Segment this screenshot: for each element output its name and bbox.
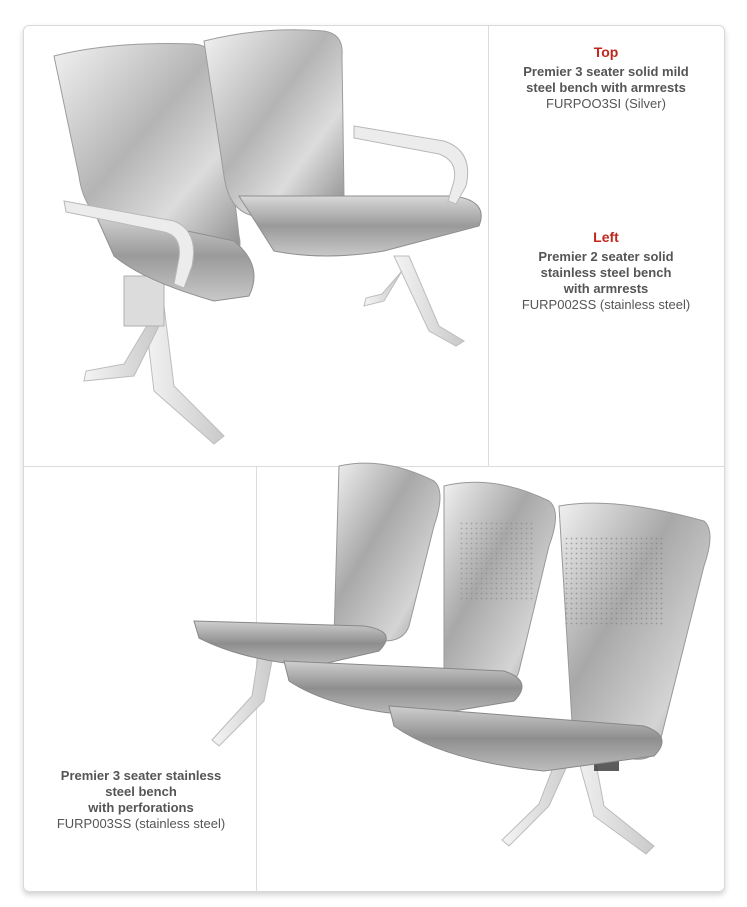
caption-bottom-line3: with perforations xyxy=(88,800,194,815)
caption-top-description xyxy=(494,64,718,96)
caption-top-line2: steel bench with armrests xyxy=(526,80,686,95)
caption-left-heading: Left xyxy=(593,229,619,245)
caption-bottom xyxy=(30,768,252,832)
caption-bottom-code: FURP003SS (stainless steel) xyxy=(56,816,226,831)
caption-left xyxy=(494,229,718,313)
caption-top-code: FURPOO3SI (Silver) xyxy=(546,96,666,111)
caption-top-heading: Top xyxy=(593,44,619,60)
caption-bottom-description xyxy=(30,768,252,816)
caption-left-line2: stainless steel bench xyxy=(540,265,672,280)
caption-top xyxy=(494,44,718,112)
caption-left-line1: Premier 2 seater solid xyxy=(538,249,674,264)
caption-bottom-line1: Premier 3 seater stainless xyxy=(60,768,222,783)
caption-top-line1: Premier 3 seater solid mild xyxy=(523,64,689,79)
product-card xyxy=(23,25,725,892)
divider-vertical-top xyxy=(488,26,489,466)
caption-left-line3: with armrests xyxy=(563,281,649,296)
caption-left-code: FURP002SS (stainless steel) xyxy=(521,297,691,312)
caption-left-description xyxy=(494,249,718,297)
two-seater-bench-photo xyxy=(24,26,488,466)
caption-bottom-line2: steel bench xyxy=(105,784,177,799)
